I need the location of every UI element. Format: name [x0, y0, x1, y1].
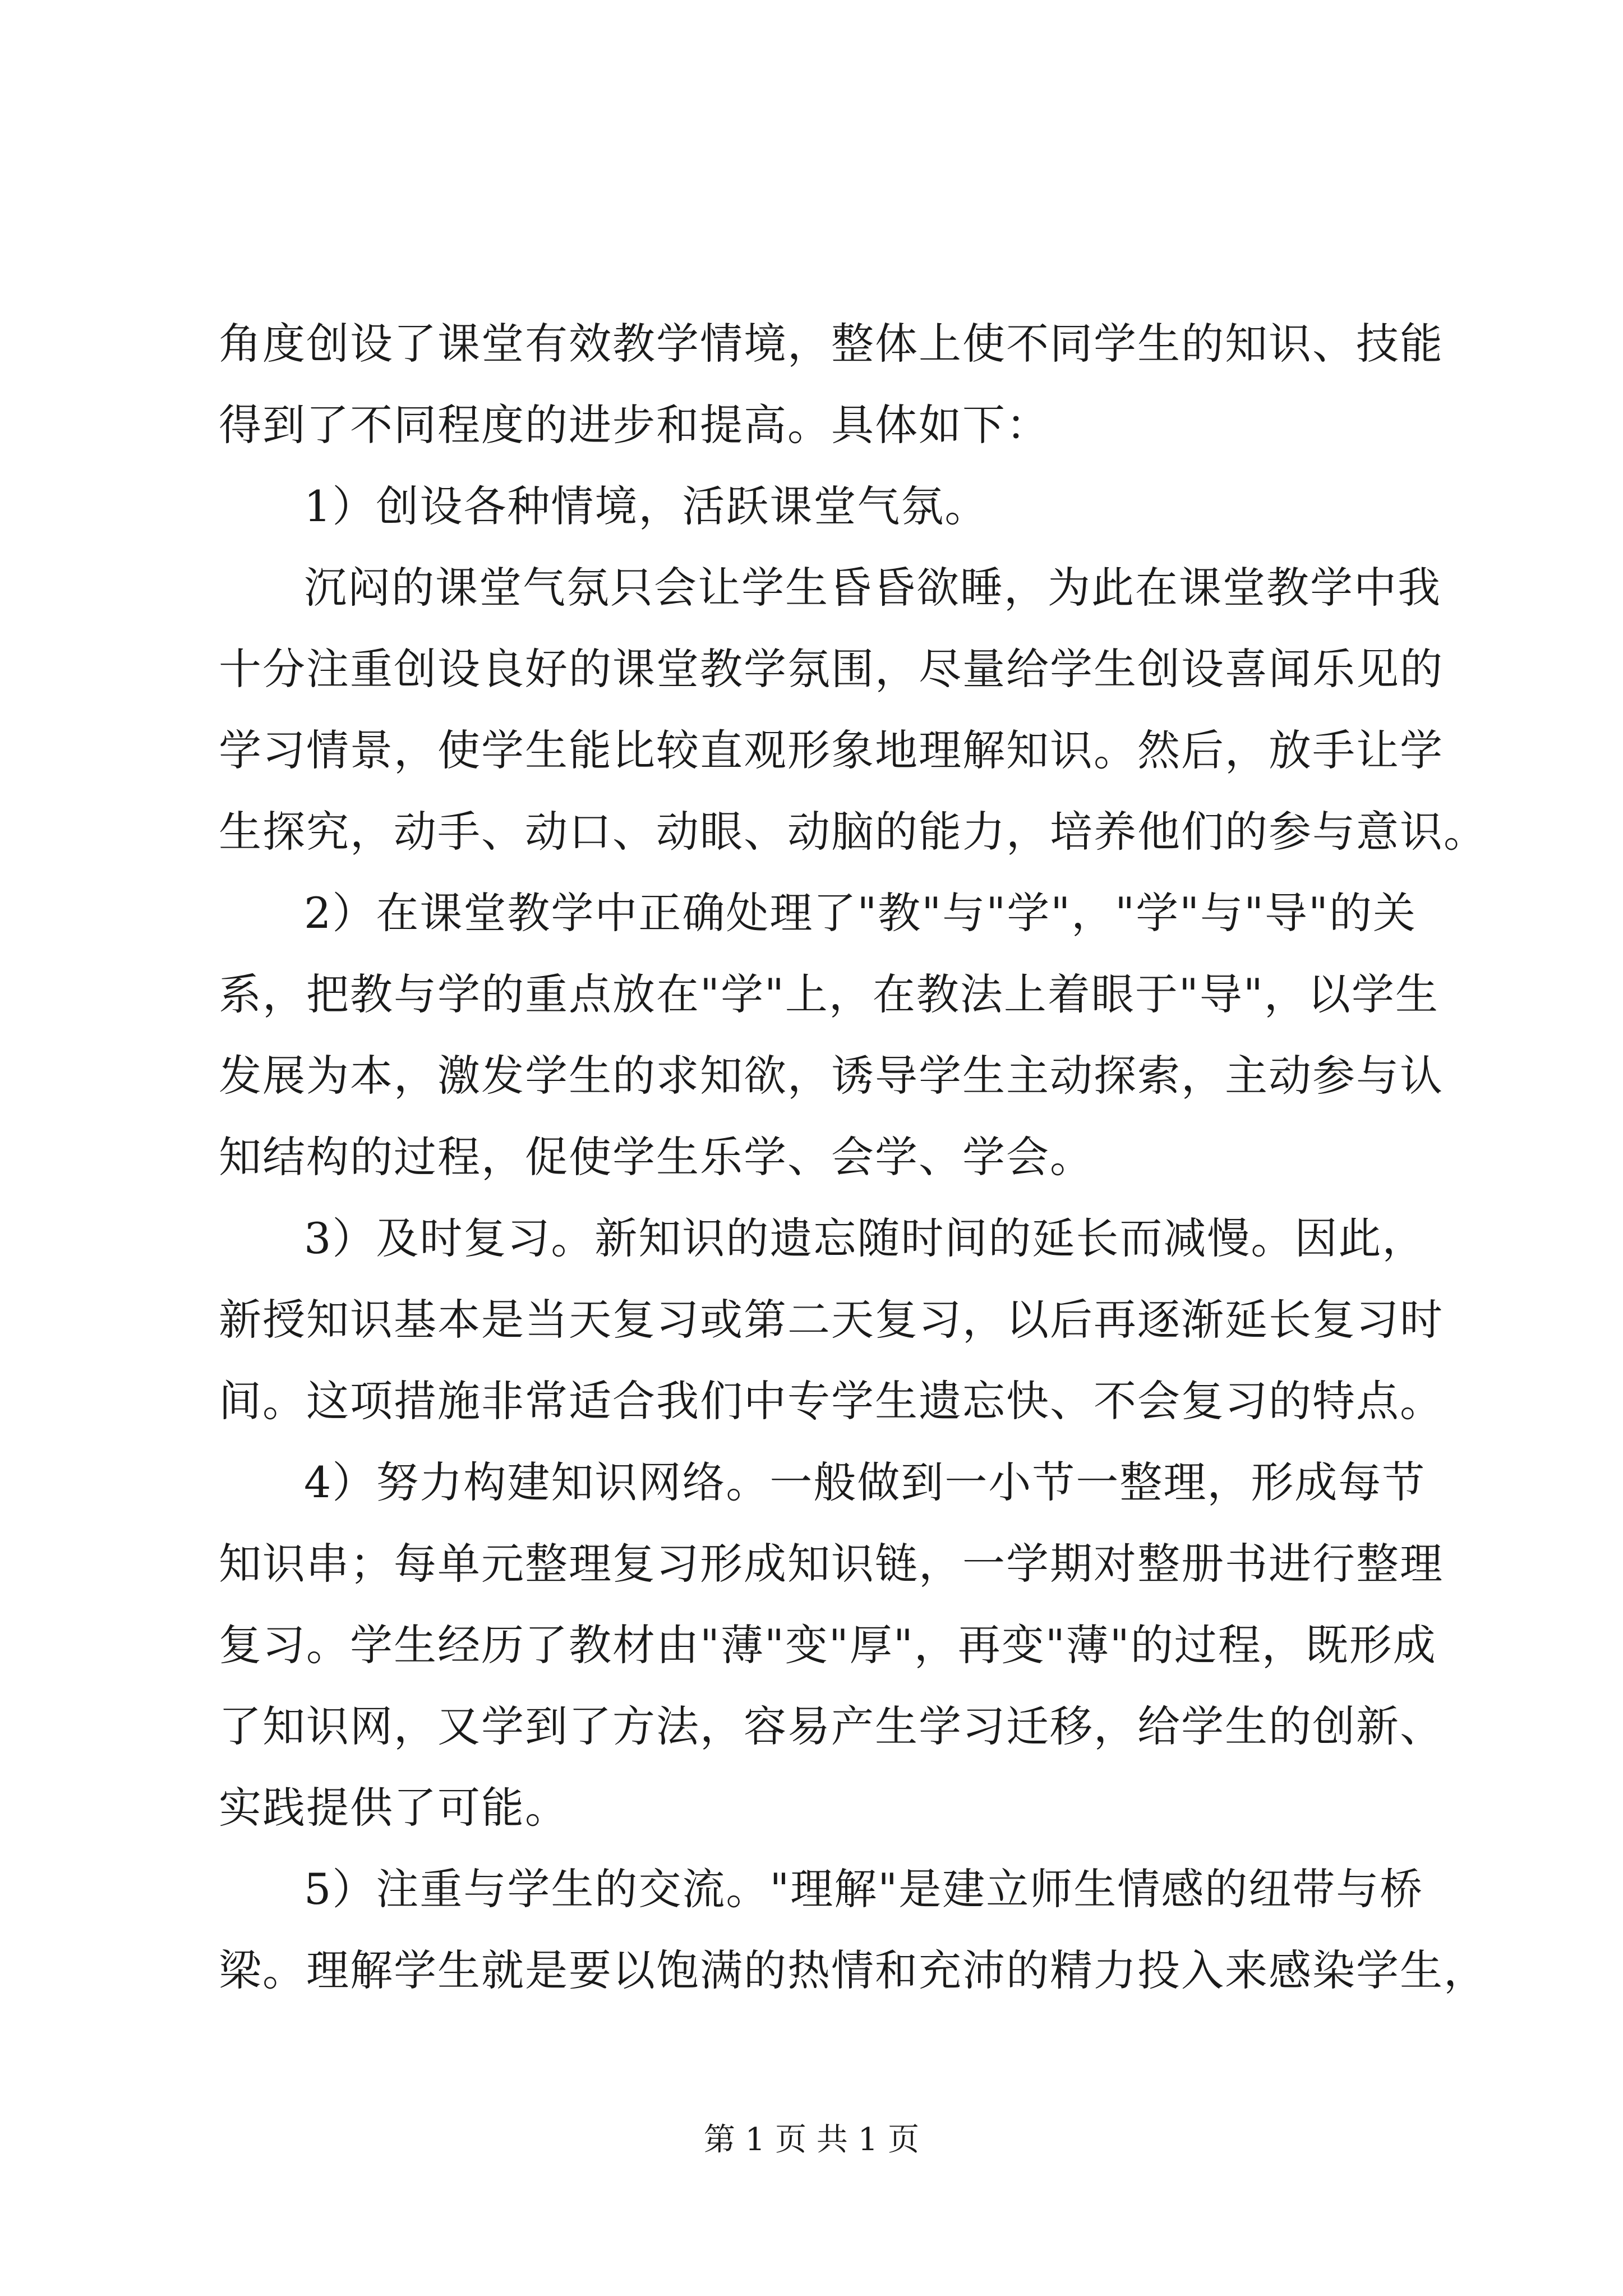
- text-line-10: 发展为本，激发学生的求知欲，诱导学生主动探索，主动参与认: [219, 1051, 1444, 1101]
- text-line-6: 学习情景，使学生能比较直观形象地理解知识。然后，放手让学: [219, 725, 1444, 775]
- text-line-11: 知结构的过程，促使学生乐学、会学、学会。: [219, 1132, 1094, 1182]
- text-line-18: 了知识网，又学到了方法，容易产生学习迁移，给学生的创新、: [219, 1701, 1444, 1751]
- page-number-label: 第 1 页 共 1 页: [703, 2122, 920, 2158]
- text-line-20: 5）注重与学生的交流。"理解"是建立师生情感的纽带与桥: [304, 1864, 1424, 1914]
- text-line-16: 知识串；每单元整理复习形成知识链，一学期对整册书进行整理: [219, 1539, 1444, 1589]
- text-line-1: 角度创设了课堂有效教学情境，整体上使不同学生的知识、技能: [219, 319, 1444, 369]
- text-line-19: 实践提供了可能。: [219, 1783, 569, 1833]
- text-line-7: 生探究，动手、动口、动眼、动脑的能力，培养他们的参与意识。: [219, 807, 1487, 857]
- text-line-17: 复习。学生经历了教材由"薄"变"厚"，再变"薄"的过程，既形成: [219, 1620, 1437, 1670]
- text-line-3: 1）创设各种情境，活跃课堂气氛。: [304, 481, 989, 531]
- text-line-12: 3）及时复习。新知识的遗忘随时间的延长而减慢。因此，: [304, 1213, 1426, 1263]
- text-line-5: 十分注重创设良好的课堂教学氛围，尽量给学生创设喜闻乐见的: [219, 644, 1444, 694]
- page-footer: [0, 2120, 1623, 2160]
- text-line-9: 系，把教与学的重点放在"学"上，在教法上着眼于"导"，以学生: [219, 969, 1439, 1019]
- text-line-21: 梁。理解学生就是要以饱满的热情和充沛的精力投入来感染学生，: [219, 1945, 1487, 1995]
- text-line-4: 沉闷的课堂气氛只会让学生昏昏欲睡，为此在课堂教学中我: [304, 563, 1441, 613]
- text-line-15: 4）努力构建知识网络。一般做到一小节一整理，形成每节: [304, 1457, 1426, 1507]
- text-line-8: 2）在课堂教学中正确处理了"教"与"学"，"学"与"导"的关: [304, 888, 1417, 938]
- body-text: [219, 303, 1487, 2011]
- text-line-14: 间。这项措施非常适合我们中专学生遗忘快、不会复习的特点。: [219, 1376, 1444, 1426]
- text-line-2: 得到了不同程度的进步和提高。具体如下：: [219, 400, 1050, 450]
- text-line-13: 新授知识基本是当天复习或第二天复习，以后再逐渐延长复习时: [219, 1295, 1444, 1345]
